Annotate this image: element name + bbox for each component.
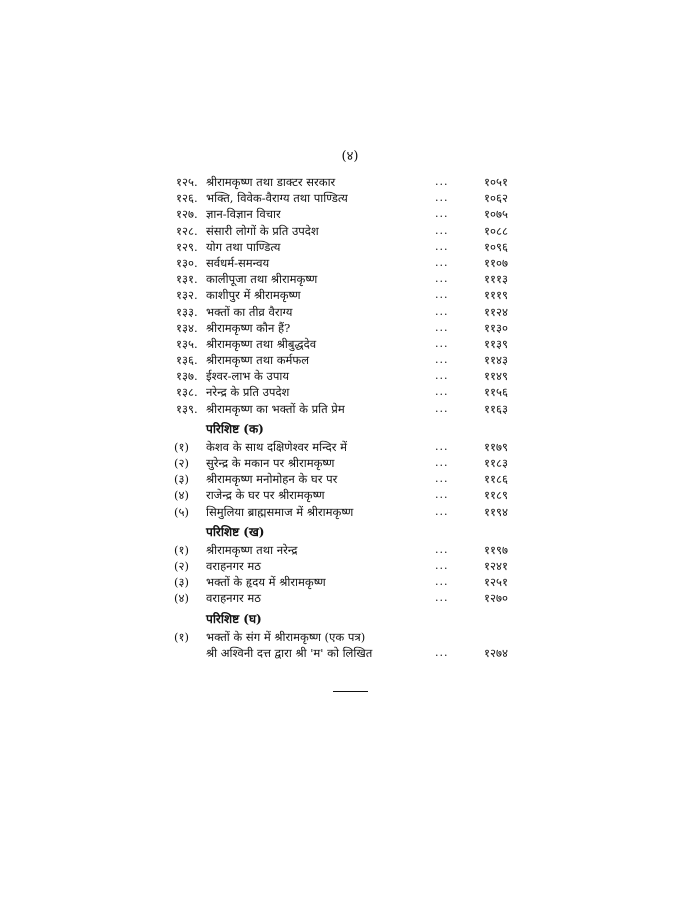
toc-entry [0,239,700,255]
entry-number: (४) [174,591,189,606]
entry-page: ११५६ [484,385,508,400]
toc-entry [0,206,700,222]
entry-number: १२५. [176,175,198,189]
appendix-ka-heading [0,419,700,439]
entry-leader: ... [435,207,449,221]
appendix-kha-heading [0,522,700,542]
entry-page: ११६३ [484,401,508,416]
entry-leader: ... [435,239,449,253]
toc-entry [0,320,700,336]
entry-number: १३६. [176,353,198,368]
entry-number: १३८. [176,385,198,400]
entry-number: १२९. [176,239,198,254]
entry-page: ११८३ [484,456,508,470]
entry-number: १२७. [176,207,198,222]
toc-entry [0,304,700,320]
entry-page: १०७५ [484,207,508,222]
entry-page: १२५१ [484,575,508,590]
toc-entry [0,401,700,417]
entry-page: ११२४ [484,304,508,319]
entry-leader: ... [435,472,449,486]
entry-number: १२६. [176,191,198,206]
entry-leader: ... [435,336,449,350]
entry-title: योग तथा पाण्डित्य [206,239,281,254]
entry-leader: ... [435,369,449,383]
entry-leader: ... [435,439,449,453]
entry-number: १३०. [176,255,198,270]
entry-title: श्रीरामकृष्ण तथा डाक्टर सरकार [206,175,336,189]
entry-title: सिमुलिया ब्राह्मसमाज में श्रीरामकृष्ण [206,504,354,519]
page-number: (४) [341,149,359,164]
toc-entry [0,255,700,271]
entry-title: वराहनगर मठ [206,591,261,606]
entry-number: (३) [174,472,189,487]
entry-leader: ... [435,456,449,469]
entry-page: ११३९ [484,336,508,351]
toc-entry [0,629,700,645]
entry-number: १३७. [176,369,198,384]
entry-leader: ... [435,288,449,302]
entry-page: १०५१ [484,175,508,189]
toc-entry [0,455,700,471]
entry-leader: ... [435,175,449,188]
entry-page: १११९ [484,288,508,303]
entry-title: केशव के साथ दक्षिणेश्वर मन्दिर में [206,439,347,454]
entry-leader: ... [435,320,449,334]
entry-page: ११४९ [484,369,508,384]
entry-number: (२) [174,558,189,573]
entry-title: सुरेन्द्र के मकान पर श्रीरामकृष्ण [206,456,335,470]
entry-title: संसारी लोगों के प्रति उपदेश [206,223,319,238]
entry-page: ११९४ [484,504,508,519]
entry-page: १२७० [484,591,508,606]
entry-number: (१) [174,439,189,454]
entry-number: १३२. [176,288,198,303]
entry-leader: ... [435,401,449,415]
toc-entry [0,287,700,303]
entry-page: ११०७ [484,255,508,270]
toc-entry [0,368,700,384]
entry-title: कालीपूजा तथा श्रीरामकृष्ण [206,272,318,287]
entry-page: १२४१ [484,558,508,573]
entry-leader: ... [435,591,449,605]
entry-title: श्रीरामकृष्ण तथा श्रीबुद्धदेव [206,336,317,351]
entry-title-continuation: श्री अश्विनी दत्त द्वारा श्री 'म' को लिखित [206,645,373,660]
toc-entry [0,190,700,206]
entry-leader: ... [435,191,449,205]
entry-page: ११४३ [484,353,508,368]
appendix-gha-heading [0,609,700,629]
entry-page: ११८९ [484,488,508,503]
end-rule [333,691,368,692]
section-heading-text: परिशिष्ट (घ) [206,611,262,626]
entry-title: नरेन्द्र के प्रति उपदेश [206,385,290,400]
toc-entry [0,471,700,487]
section-heading-text: परिशिष्ट (क) [206,421,264,436]
toc-entry-continuation [0,645,700,661]
entry-leader: ... [435,488,449,502]
entry-title: श्रीरामकृष्ण तथा नरेन्द्र [206,542,298,557]
entry-title: भक्तों के हृदय में श्रीरामकृष्ण [206,575,326,590]
entry-title: वराहनगर मठ [206,558,261,573]
section-heading-text: परिशिष्ट (ख) [206,524,265,539]
toc-entry [0,271,700,287]
entry-page: ११८६ [484,472,508,487]
entry-title: सर्वधर्म-समन्वय [206,255,270,270]
toc-entry [0,574,700,590]
entry-leader: ... [435,385,449,399]
entry-title: ईश्वर-लाभ के उपाय [206,369,290,384]
entry-number: १३१. [176,272,198,287]
entry-number: (१) [174,629,189,644]
entry-number: (५) [174,504,189,519]
entry-leader: ... [435,304,449,318]
toc-entry [0,223,700,239]
entry-page: १०८८ [484,223,508,238]
toc-entry [0,174,700,190]
entry-title: भक्तों के संग में श्रीरामकृष्ण (एक पत्र) [206,629,366,644]
entry-page: १०९६ [484,239,508,254]
entry-title: राजेन्द्र के घर पर श्रीरामकृष्ण [206,488,325,503]
toc-entry [0,542,700,558]
entry-number: १३४. [176,320,198,335]
toc-entry [0,439,700,455]
entry-leader: ... [435,575,449,589]
entry-title: श्रीरामकृष्ण मनोमोहन के घर पर [206,472,338,487]
entry-title: श्रीरामकृष्ण कौन हैं? [206,320,291,335]
entry-leader: ... [435,223,449,237]
toc-entry [0,384,700,400]
entry-number: (३) [174,575,189,590]
entry-title: काशीपुर में श्रीरामकृष्ण [206,288,301,303]
entry-number: १३३. [176,304,198,319]
entry-number: १२८. [176,223,198,238]
entry-number: (१) [174,542,189,557]
entry-leader: ... [435,645,449,659]
entry-number: (४) [174,488,189,503]
entry-page: ११९७ [484,542,508,557]
table-of-contents [0,174,700,661]
entry-title: भक्तों का तीव्र वैराग्य [206,304,293,319]
entry-page: १११३ [484,272,508,287]
entry-title: ज्ञान-विज्ञान विचार [206,207,281,222]
entry-page: १२७४ [484,645,508,660]
toc-entry [0,352,700,368]
entry-number: १३९. [176,401,198,416]
entry-number: (२) [174,456,189,470]
toc-entry [0,504,700,520]
entry-leader: ... [435,558,449,572]
entry-title: श्रीरामकृष्ण तथा कर्मफल [206,353,310,368]
entry-page: ११३० [484,320,508,335]
toc-entry [0,558,700,574]
entry-number: १३५. [176,336,198,351]
entry-leader: ... [435,353,449,367]
entry-leader: ... [435,542,449,556]
toc-entry [0,487,700,503]
entry-page: ११७९ [484,439,508,454]
entry-title: श्रीरामकृष्ण का भक्तों के प्रति प्रेम [206,401,345,416]
toc-entry [0,590,700,606]
entry-leader: ... [435,272,449,286]
entry-page: १०६२ [484,191,508,206]
toc-entry [0,336,700,352]
entry-title: भक्ति, विवेक-वैराग्य तथा पाण्डित्य [206,191,348,206]
entry-leader: ... [435,504,449,518]
entry-leader: ... [435,255,449,269]
